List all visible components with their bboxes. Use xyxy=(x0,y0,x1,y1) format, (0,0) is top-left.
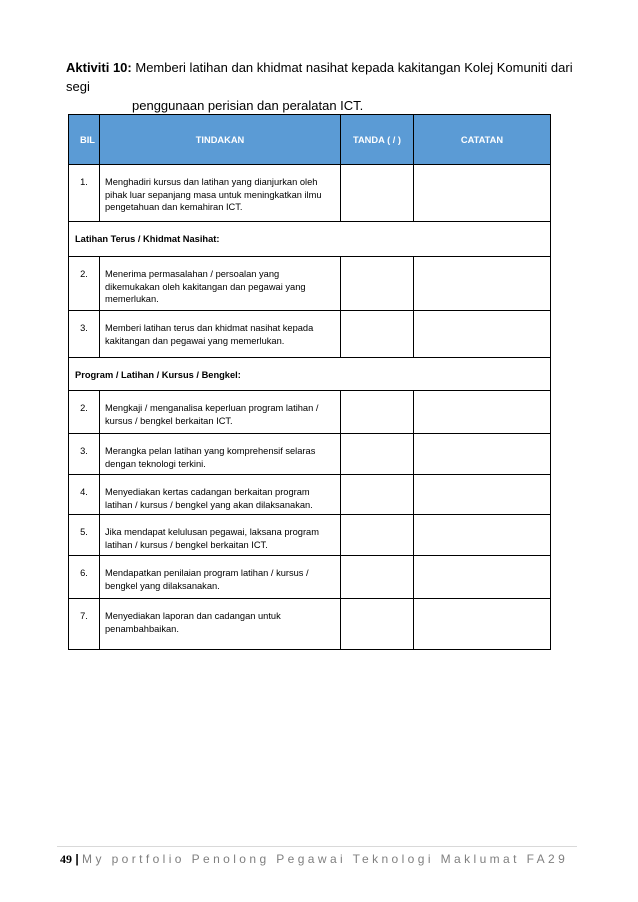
footer-divider xyxy=(57,846,577,847)
table-row xyxy=(69,599,551,650)
page-number: 49 xyxy=(60,852,72,866)
activity-label: Aktiviti 10: xyxy=(66,60,132,75)
table-row xyxy=(69,391,551,434)
row-number: 3. xyxy=(69,434,100,475)
table-row xyxy=(69,165,551,222)
tanda-cell[interactable] xyxy=(341,599,414,650)
table-row xyxy=(69,556,551,599)
catatan-cell[interactable] xyxy=(414,599,551,650)
header-tanda: TANDA ( / ) xyxy=(341,115,414,165)
row-action: Jika mendapat kelulusan pegawai, laksana program latihan / kursus / bengkel berkaitan ICT. xyxy=(100,515,341,556)
row-number: 2. xyxy=(69,257,100,311)
tanda-cell[interactable] xyxy=(341,556,414,599)
section-row xyxy=(69,222,551,257)
catatan-cell[interactable] xyxy=(414,556,551,599)
row-number: 4. xyxy=(69,475,100,515)
tanda-cell[interactable] xyxy=(341,434,414,475)
row-action: Menghadiri kursus dan latihan yang dianjurkan oleh pihak luar sepanjang masa untuk meningkatkan ilmu pengetahuan dan kemahiran ICT. xyxy=(100,165,341,222)
activity-title-line1: Memberi latihan dan khidmat nasihat kepada kakitangan Kolej Komuniti dari segi xyxy=(66,60,573,94)
catatan-cell[interactable] xyxy=(414,311,551,358)
tanda-cell[interactable] xyxy=(341,515,414,556)
catatan-cell[interactable] xyxy=(414,391,551,434)
header-tindakan: TINDAKAN xyxy=(100,115,341,165)
row-action: Merangka pelan latihan yang komprehensif selaras dengan teknologi terkini. xyxy=(100,434,341,475)
section-row xyxy=(69,358,551,391)
row-action: Menyediakan laporan dan cadangan untuk penambahbaikan. xyxy=(100,599,341,650)
row-number: 7. xyxy=(69,599,100,650)
footer-separator: | xyxy=(75,852,79,866)
row-number: 5. xyxy=(69,515,100,556)
tanda-cell[interactable] xyxy=(341,391,414,434)
row-action: Menyediakan kertas cadangan berkaitan program latihan / kursus / bengkel yang akan dilaksanakan. xyxy=(100,475,341,515)
activity-table xyxy=(68,114,551,650)
catatan-cell[interactable] xyxy=(414,257,551,311)
tanda-cell[interactable] xyxy=(341,257,414,311)
activity-heading xyxy=(66,58,586,115)
section-label: Latihan Terus / Khidmat Nasihat: xyxy=(69,222,551,257)
catatan-cell[interactable] xyxy=(414,515,551,556)
section-label: Program / Latihan / Kursus / Bengkel: xyxy=(69,358,551,391)
footer-title: My portfolio Penolong Pegawai Teknologi Maklumat FA29 xyxy=(82,852,569,866)
table-row xyxy=(69,257,551,311)
row-action: Mendapatkan penilaian program latihan / kursus / bengkel yang dilaksanakan. xyxy=(100,556,341,599)
page-footer xyxy=(60,852,568,867)
row-action: Mengkaji / menganalisa keperluan program latihan / kursus / bengkel berkaitan ICT. xyxy=(100,391,341,434)
table-row xyxy=(69,475,551,515)
row-number: 1. xyxy=(69,165,100,222)
tanda-cell[interactable] xyxy=(341,475,414,515)
table-row xyxy=(69,515,551,556)
row-action: Menerima permasalahan / persoalan yang dikemukakan oleh kakitangan dan pegawai yang memerlukan. xyxy=(100,257,341,311)
table-header-row xyxy=(69,115,551,165)
catatan-cell[interactable] xyxy=(414,165,551,222)
activity-title-line2: penggunaan perisian dan peralatan ICT. xyxy=(132,98,364,113)
header-catatan: CATATAN xyxy=(414,115,551,165)
table-row xyxy=(69,311,551,358)
tanda-cell[interactable] xyxy=(341,311,414,358)
catatan-cell[interactable] xyxy=(414,434,551,475)
row-number: 2. xyxy=(69,391,100,434)
row-number: 3. xyxy=(69,311,100,358)
row-number: 6. xyxy=(69,556,100,599)
catatan-cell[interactable] xyxy=(414,475,551,515)
header-bil: BIL xyxy=(69,115,100,165)
row-action: Memberi latihan terus dan khidmat nasihat kepada kakitangan dan pegawai yang memerlukan. xyxy=(100,311,341,358)
table-row xyxy=(69,434,551,475)
tanda-cell[interactable] xyxy=(341,165,414,222)
